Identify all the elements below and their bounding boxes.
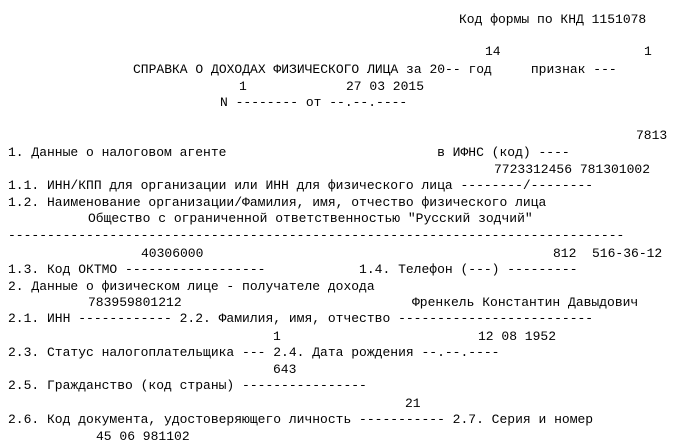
birth-date-value: 12 08 1952: [478, 329, 557, 344]
date-value: 27 03 2015: [346, 79, 425, 94]
recipient-fio-value: Френкель Константин Давыдович: [412, 295, 639, 310]
item-2-3-2-4-line: 2.3. Статус налогоплательщика --- 2.4. Дата рождения --.--.----: [8, 345, 500, 360]
recipient-inn-value: 783959801212: [88, 295, 182, 310]
item-1-3-1-4-line: 1.3. Код ОКТМО ------------------ 1.4. Телефон (---) ---------: [8, 262, 578, 277]
agent-heading-line: 1. Данные о налоговом агенте в ИФНС (код) ----: [8, 145, 570, 160]
inn-kpp-value: 7723312456 781301002: [494, 162, 651, 177]
item-2-5-line: 2.5. Гражданство (код страны) ----------------: [8, 378, 367, 393]
item-2-1-2-2-line: 2.1. ИНН ------------ 2.2. Фамилия, имя, отчество -------------------------: [8, 311, 594, 326]
year-value: 14: [485, 44, 501, 59]
item-1-1-line: 1.1. ИНН/КПП для организации или ИНН для физического лица --------/--------: [8, 178, 594, 193]
oktmo-value: 40306000: [141, 246, 204, 261]
organization-name: Общество с ограниченной ответственностью "Русский зодчий": [88, 211, 533, 226]
number-date-line: N -------- от --.--.----: [220, 95, 408, 110]
item-2-6-2-7-line: 2.6. Код документа, удостоверяющего личность ----------- 2.7. Серия и номер: [8, 412, 594, 427]
document-number-value: 45 06 981102: [96, 429, 190, 444]
sign-value: 1: [644, 44, 652, 59]
number-value: 1: [239, 79, 247, 94]
taxpayer-status-value: 1: [273, 329, 281, 344]
certificate-title: СПРАВКА О ДОХОДАХ ФИЗИЧЕСКОГО ЛИЦА за 20-- год признак ---: [133, 62, 617, 77]
section-separator: -------------------------------------------------------------------------------: [8, 228, 625, 243]
form-code-line: Код формы по КНД 1151078: [459, 12, 647, 27]
country-code-value: 643: [273, 362, 297, 377]
recipient-heading: 2. Данные о физическом лице - получателе дохода: [8, 279, 375, 294]
document-code-value: 21: [405, 396, 421, 411]
item-1-2-line: 1.2. Наименование организации/Фамилия, имя, отчество физического лица: [8, 195, 547, 210]
phone-value: 812 516-36-12: [553, 246, 663, 261]
inspection-code-value: 7813: [636, 128, 668, 143]
